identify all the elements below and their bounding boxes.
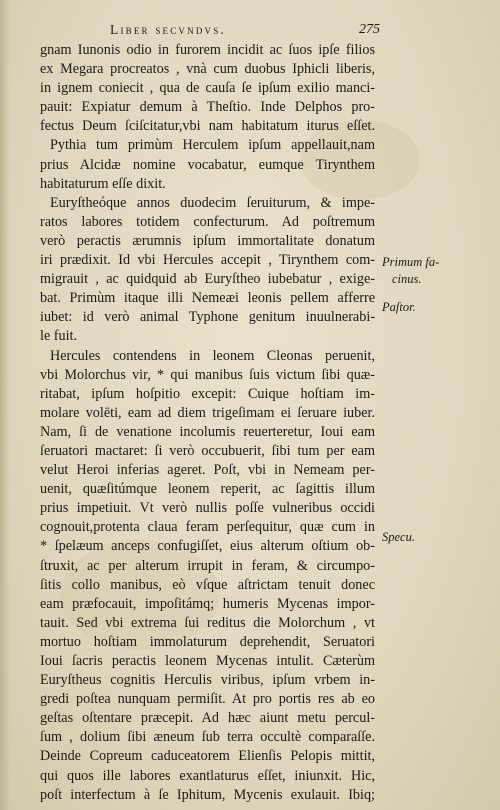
text-line: migrauit , ac quidquid ab Euryſtheo iubebatur , exige- (40, 271, 375, 288)
text-line: ratos labores totidem confecturum. Ad poſtremum (40, 213, 375, 230)
margin-note-line: Primum fa- (382, 255, 440, 269)
text-line: Euryſtheus cognitis Herculis viribus, ipſum vrbem in- (40, 672, 375, 689)
text-line: uenit, quæſitúmque leonem reperit, ac ſagittis illum (40, 481, 375, 498)
text-line: geſtas oſtentare præcepit. Ad hæc aiunt metu percul- (40, 710, 375, 727)
text-line: mortuo hoſtiam immolaturum deprehendit, Seruatori (40, 633, 375, 650)
text-line: Deinde Copreum caduceatorem Elienſis Pelopis mittit, (40, 748, 375, 765)
text-line: qui quos ille labores exantlaturus eſſet, iniunxit. Hic, (40, 767, 375, 784)
text-line: iri prædixit. Id vbi Hercules accepit , Tirynthem com- (40, 252, 375, 269)
text-line: Ioui ſacris peractis leonem Mycenas intulit. Cæterùm (40, 653, 375, 669)
text-line: ritabat, ipſum hoſpitio excepit: Cuique hoſtiam im- (40, 385, 375, 402)
text-line: eam præfocauit, impoſitámq; humeris Mycenas impor- (40, 595, 375, 612)
text-line: tauit. Sed vbi extrema ſui reditus die Molorchum , vt (40, 614, 375, 631)
text-line: poſt interfectum à ſe Iphitum, Mycenis exulauit. Ibiq; (40, 786, 375, 803)
page-gutter-shadow (0, 0, 10, 810)
text-line: habitaturum eſſe dixit. (40, 175, 166, 192)
text-line: ſum , dolium ſibi æneum ſub terra occultè comparaſſe. (40, 729, 375, 746)
text-line: Euryſtheóque annos duodecim ſeruiturum, & impe- (50, 194, 375, 211)
text-line: le fuit. (40, 328, 78, 345)
text-line: pauit: Expiatur demum à Theſtio. Inde Delphos pro- (40, 99, 375, 116)
text-line: fectus Deum ſciſcitatur,vbi nam habitatum iturus eſſet. (40, 118, 375, 135)
page-number: 275 (359, 22, 380, 37)
text-line: Pythia tum primùm Herculem ipſum appellauit,nam (50, 137, 375, 154)
text-line: verò peractis ærumnis ipſum immortalitate donatum (40, 232, 375, 249)
text-line: Nam, ſi de venatione incolumis reuerteretur, Ioui eam (40, 423, 375, 440)
text-line: ſitis collo manibus, eò vſque aſtrictam tenuit donec (40, 576, 375, 593)
text-line: prius impetiuit. Vt verò nullis poſſe vulneribus occidi (40, 500, 375, 517)
margin-note-primum (382, 254, 439, 288)
text-line: molare volēti, eam ad diem trigeſimam ei ſeruare iuber. (40, 404, 375, 421)
text-line: cognouit,protenta claua feram perſequitur, quæ cum in (40, 519, 375, 536)
margin-note-line: cinus. (392, 272, 422, 286)
text-line: ſeruatori mactaret: ſi verò occubuerit, ſibi tum per eam (40, 442, 375, 459)
running-head (110, 22, 380, 42)
text-line: Hercules contendens in leonem Cleonas peruenit, (50, 347, 375, 364)
text-line: iubet: id verò animal Typhone genitum inuulnerabi- (40, 309, 375, 326)
body-text (40, 41, 375, 805)
text-line: velut Heroi inferias ageret. Poſt, vbi in Nemeam per- (40, 462, 375, 479)
text-line: * ſpelæum anceps confugiſſet, eius alterum oſtium ob- (40, 538, 375, 555)
text-line: ſtruxit, ac per alterum irrupit in feram, & circumpo- (40, 557, 375, 574)
text-line: in ignem coniecit , qua de cauſa ſe ipſum exilio manci- (40, 80, 375, 97)
running-title: Liber secvndvs. (110, 22, 227, 37)
margin-note-specu: Specu. (382, 530, 415, 544)
text-line: ex Megara procreatos , vnà cum duobus Iphicli liberis, (40, 61, 375, 78)
text-line: bat. Primùm itaque illi Nemeæi leonis pellem afferre (40, 290, 375, 307)
text-line: vbi Molorchus vir, * qui manibus ſuis victum ſibi quæ- (40, 366, 375, 383)
text-line: gredi poſtea nunquam permiſit. At pro portis res ab eo (40, 691, 375, 708)
text-line: prius Alcidæ nomine vocabatur, eumque Tirynthem (40, 156, 375, 173)
text-line: gnam Iunonis odio in furorem incidit ac ſuos ipſe filios (40, 42, 375, 58)
margin-note-pastor: Paſtor. (382, 300, 416, 314)
